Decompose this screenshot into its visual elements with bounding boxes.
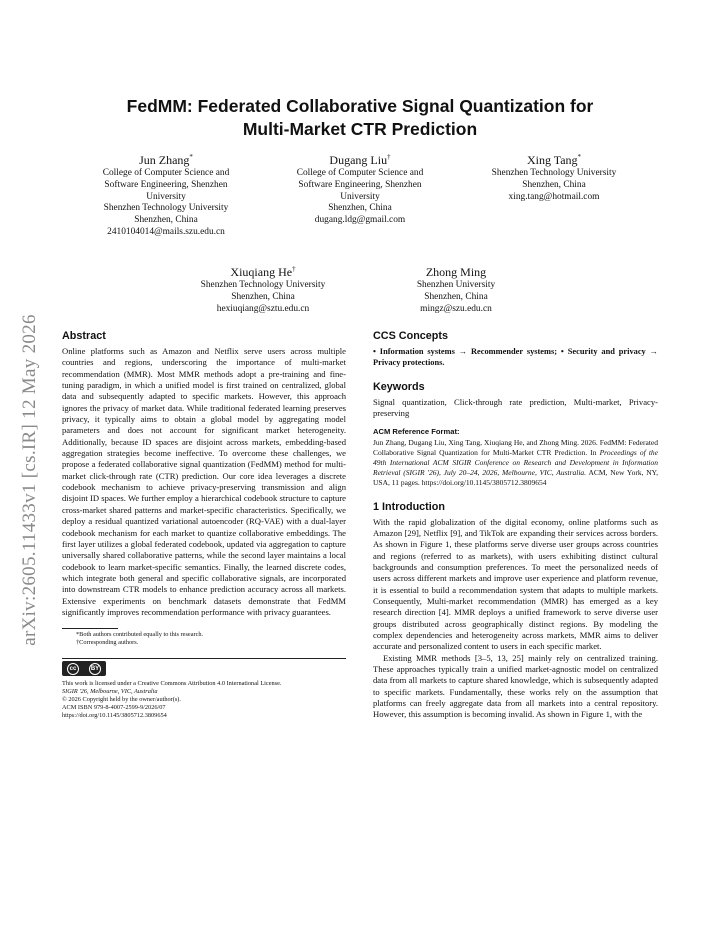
cc-badge[interactable] <box>62 661 346 676</box>
affiliation-line: Shenzhen University <box>416 280 496 290</box>
affiliation-line: University <box>340 191 380 202</box>
author-mark: † <box>292 265 296 273</box>
abstract-heading: Abstract <box>62 330 106 342</box>
footnote-equal: *Both authors contributed equally to this research. <box>76 631 204 639</box>
ccs-end: . <box>442 358 445 368</box>
license-block <box>62 680 346 720</box>
reference-venue: Proceedings of the 49th International ACM SIGIR Conference on Research and Development in Information Retrieval (SIGIR '26), July 20–24, 2026, Melbourne, VIC, Australia. <box>373 447 658 477</box>
affiliation-line: Shenzhen, China <box>134 215 198 226</box>
reference-tail: ACM, New York, NY, USA, 11 pages. https://doi.org/10.1145/3805712.3809654 <box>373 467 658 487</box>
affiliation-line: Shenzhen Technology University <box>103 203 229 214</box>
author-name: Xiuqiang He <box>230 265 293 279</box>
by-attribution-icon: BY <box>89 663 101 675</box>
affiliation-line: Shenzhen, China <box>328 203 392 214</box>
affiliation-line: University <box>146 191 186 202</box>
reference-format-text <box>373 438 658 488</box>
author-block-1 <box>78 150 254 239</box>
copyright-line: © 2026 Copyright held by the owner/author(s). <box>62 696 181 704</box>
right-column <box>373 330 658 721</box>
author-block-3 <box>466 150 642 203</box>
title-line-2: Multi-Market CTR Prediction <box>242 119 478 139</box>
ccs-heading: CCS Concepts <box>373 330 448 342</box>
affiliation-line: Software Engineering, Shenzhen <box>298 179 422 190</box>
ccs-item-security: ; • Security and privacy <box>554 347 646 356</box>
author-email: mingz@szu.edu.cn <box>420 303 492 314</box>
footnote-corresponding: †Corresponding authors. <box>76 639 139 647</box>
author-mark: * <box>189 153 193 161</box>
left-column <box>62 330 346 720</box>
affiliation-line: Shenzhen, China <box>522 179 586 190</box>
author-mark: * <box>577 153 582 161</box>
author-email: hexiuqiang@sztu.edu.cn <box>216 303 310 314</box>
isbn-line: ACM ISBN 979-8-4007-2599-9/2026/07 <box>62 704 166 712</box>
author-email: xing.tang@hotmail.com <box>508 191 600 202</box>
author-name: Jun Zhang <box>139 153 190 167</box>
arxiv-id: arXiv:2605.11433v1 [cs.IR] 12 May 2026 <box>19 314 40 646</box>
affiliation-line: Shenzhen Technology University <box>200 280 326 290</box>
doi-line[interactable]: https://doi.org/10.1145/3805712.3809654 <box>62 712 167 720</box>
footnotes <box>62 629 346 647</box>
affiliation-line: Shenzhen Technology University <box>491 168 617 178</box>
affiliation-line: Software Engineering, Shenzhen <box>104 179 228 190</box>
arxiv-stamp <box>10 280 50 680</box>
conference-line: SIGIR '26, Melbourne, VIC, Australia <box>62 688 158 696</box>
abstract-text: Online platforms such as Amazon and Netflix serve users across multiple countries and regions, underscoring the importance of multi-market recommendation (MMR). Most MMR methods adopt a pre-training and fine-tuning paradigm, in which a unified model is first trained on centralized, global data and subsequently adapted to specific markets. However, this approach ignores the privacy of market data. While traditional federated learning preserves privacy, it typically aims to obtain a global model by aggregating model parameters and does not account for significant market heterogeneity. Additionally, because ID spaces are disjoint across markets, embedding-based aggregation strategies become ineffective. To overcome these challenges, we propose a federated collaborative signal quantization (FedMM) method for multi-market click-through rate (CTR) prediction. Our core idea leverages a discrete codebook mechanism to achieve privacy-preserving transmission and align disjoint ID spaces. We further employ a hierarchical codebook structure to capture cross-market shared patterns and market-specific characteristics. Specifically, we deploy a residual quantized variational autoencoder (RQ-VAE) with a dual-layer codebook mechanism for each market to quantize collaborative embeddings. The first layer utilizes a global federated codebook, updated via aggregation to capture universally shared collaborative patterns, while the second layer maintains a local codebook to learn market-specific semantics. Finally, the learned discrete codes, which integrate both general and specific collaborative signals, are incorporated into downstream CTR models to enhance prediction accuracy across all markets. Extensive experiments on benchmark datasets demonstrate that FedMM significantly improves recommendation performance with privacy guarantees. <box>62 346 346 617</box>
author-email: 2410104014@mails.szu.edu.cn <box>107 226 225 237</box>
author-name: Zhong Ming <box>425 265 487 279</box>
arrow-icon: → <box>649 347 658 356</box>
introduction-heading: 1 Introduction <box>373 500 445 513</box>
affiliation-line: Shenzhen, China <box>424 291 488 302</box>
arrow-icon: → <box>458 347 468 356</box>
affiliation-line: College of Computer Science and <box>102 168 230 178</box>
license-line: This work is licensed under a Creative Commons Attribution 4.0 International License. <box>62 680 282 688</box>
author-name: Xing Tang <box>526 153 578 167</box>
paper-title <box>40 95 680 141</box>
ccs-item-info-systems: • Information systems <box>373 347 455 356</box>
introduction-para-2: Existing MMR methods [3–5, 13, 25] mainly rely on centralized training. These approaches typically train a unified market-agnostic model on centralized data from all markets to capture shared knowledge, which is subsequently adapted to specific markets. Fundamentally, these works rely on the assumption that platforms can freely aggregate data from all markets into a central repository. However, this assumption is becoming invalid. As shown in Figure 1, with the <box>373 652 658 720</box>
author-name: Dugang Liu <box>329 153 388 167</box>
author-block-2 <box>272 150 448 227</box>
author-block-5 <box>368 262 544 315</box>
author-block-4 <box>175 262 351 315</box>
author-email: dugang.ldg@gmail.com <box>314 215 406 226</box>
ccs-item-recsys: Recommender systems <box>471 347 555 356</box>
author-mark: † <box>387 153 391 161</box>
keywords-text: Signal quantization, Click-through rate prediction, Multi-market, Privacy-preserving <box>373 396 658 418</box>
title-line-1: FedMM: Federated Collaborative Signal Quantization for <box>126 96 594 116</box>
license-rule <box>62 658 346 659</box>
reference-format-heading: ACM Reference Format: <box>373 427 460 437</box>
reference-authors-title: Jun Zhang, Dugang Liu, Xing Tang, Xiuqiang He, and Zhong Ming. 2026. FedMM: Federated Collaborative Signal Quantization for Multi-Market CTR Prediction. In <box>373 437 658 457</box>
ccs-concepts <box>373 346 658 369</box>
cc-icon: cc <box>67 663 79 675</box>
affiliation-line: College of Computer Science and <box>296 168 424 178</box>
introduction-para-1: With the rapid globalization of the digital economy, online platforms such as Amazon [29], Netflix [9], and TikTok are expanding their services across borders. As shown in Figure 1, these platforms serve diverse user groups across countries and regions (referred to as markets), with users exhibiting distinct cultural backgrounds and consumption preferences. To meet the personalized needs of users across different markets and improve user experience and platform revenue, it is essential to build a recommendation system that adapts to multiple markets. Consequently, Multi-market recommendation (MMR) has emerged as a key research direction [4]. MMR deploys a unified framework to serve diverse user groups distributed across geographically distinct regions. By modeling the complex dependencies and heterogeneity across markets, MMR aims to deliver accurate and personalized content to users in each specific market. <box>373 516 658 652</box>
affiliation-line: Shenzhen, China <box>231 291 295 302</box>
ccs-item-privacy: Privacy protections <box>373 358 443 368</box>
keywords-heading: Keywords <box>373 380 425 393</box>
